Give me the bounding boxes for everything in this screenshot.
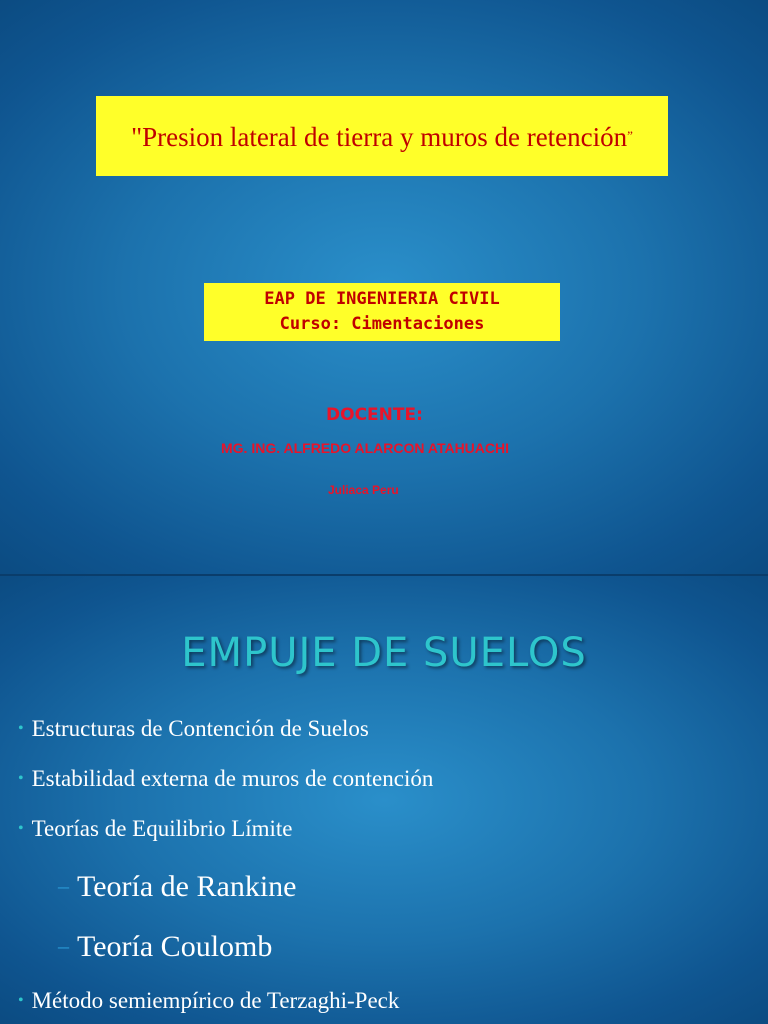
title-close-quote: ” xyxy=(627,127,633,143)
slide-heading: EMPUJE DE SUELOS xyxy=(181,630,587,676)
sub-bullet-item xyxy=(58,870,296,904)
bullet-text: Teorías de Equilibrio Límite xyxy=(31,816,293,841)
sub-bullet-text: Teoría Coulomb xyxy=(77,930,273,963)
bullet-item xyxy=(18,988,399,1014)
bullet-item xyxy=(18,766,433,792)
presentation-title-text: "Presion lateral de tierra y muros de retención xyxy=(131,121,628,152)
bullet-dot-icon: • xyxy=(18,820,24,837)
docente-label: DOCENTE: xyxy=(326,405,423,425)
dash-icon: – xyxy=(58,873,69,898)
bullet-dot-icon: • xyxy=(18,770,24,787)
docente-name: MG. ING. ALFREDO ALARCON ATAHUACHI xyxy=(221,440,510,456)
bullet-item xyxy=(18,716,369,742)
sub-bullet-text: Teoría de Rankine xyxy=(77,870,297,903)
bullet-text: Estructuras de Contención de Suelos xyxy=(31,716,369,741)
presentation-title xyxy=(131,119,633,154)
bullet-text: Método semiempírico de Terzaghi-Peck xyxy=(31,988,400,1013)
course-name: Curso: Cimentaciones xyxy=(279,314,485,334)
sub-bullet-item xyxy=(58,930,272,964)
course-info-box xyxy=(204,283,560,341)
dash-icon: – xyxy=(58,933,69,958)
bullet-dot-icon: • xyxy=(18,720,24,737)
bullet-item xyxy=(18,816,293,842)
school-name: EAP DE INGENIERIA CIVIL xyxy=(264,289,500,309)
bullet-dot-icon: • xyxy=(18,992,24,1009)
location: Juliaca Peru xyxy=(328,483,399,497)
presentation-title-box xyxy=(96,96,668,176)
bullet-text: Estabilidad externa de muros de contención xyxy=(31,766,434,791)
